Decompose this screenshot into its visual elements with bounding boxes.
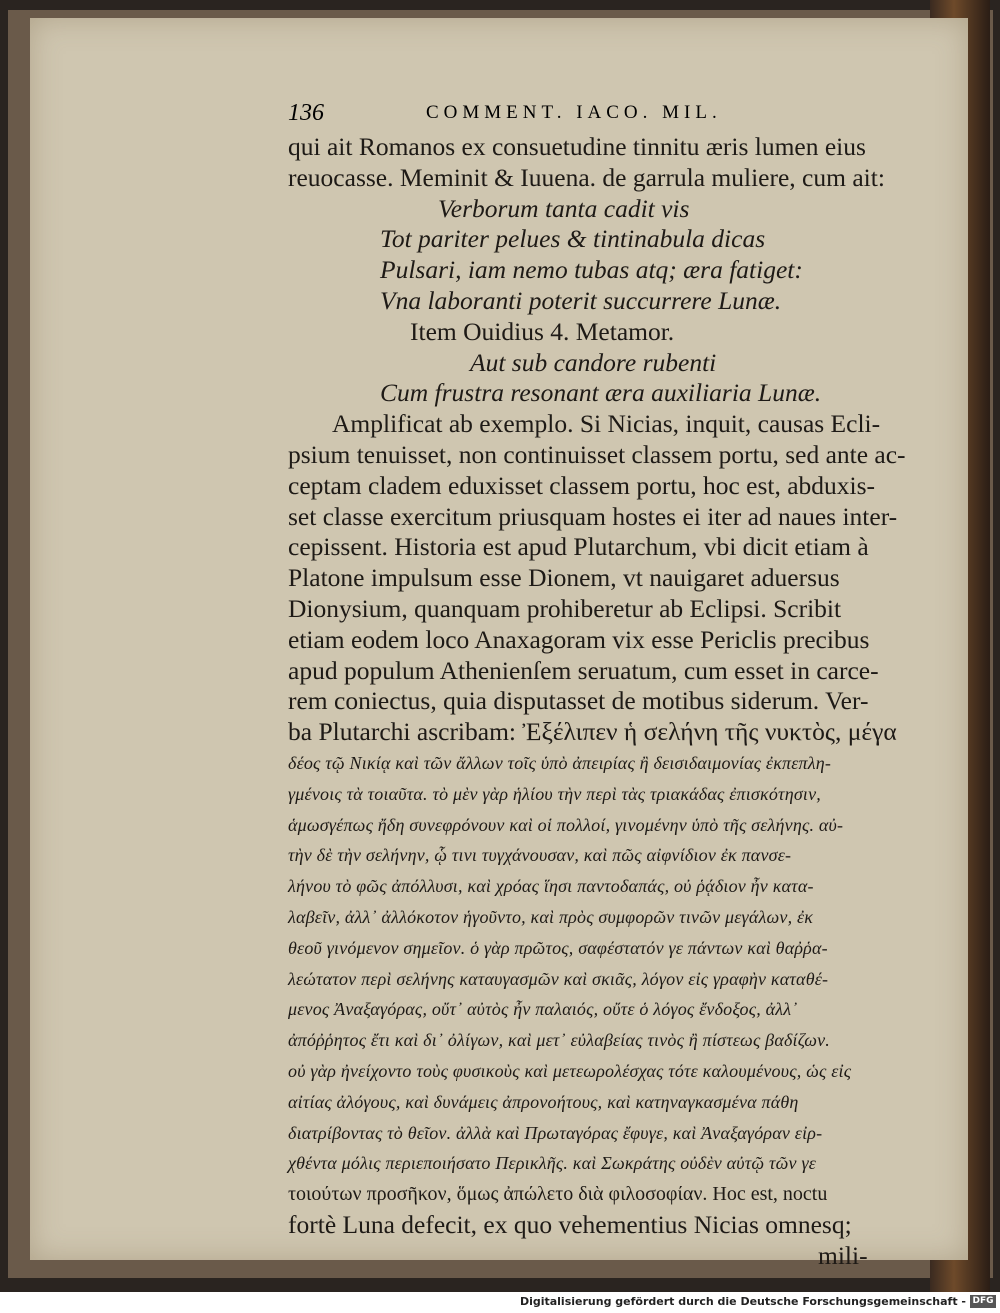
text-line: Vna laboranti poterit succurrere Lunæ. <box>380 286 782 315</box>
text-line: psium tenuisset, non continuisset classem portu, sed ante ac- <box>288 440 906 469</box>
text-line: reuocasse. Meminit & Iuuena. de garrula muliere, cum ait: <box>288 162 885 192</box>
text-line: θεοῦ γινόμενον σημεῖον. ὁ γὰρ πρῶτος, σαφέστατόν γε πάντων καὶ θαῤῥα- <box>288 937 828 958</box>
page-number: 136 <box>288 100 324 126</box>
text-line: Pulsari, iam nemo tubas atq; æra fatiget: <box>380 255 803 285</box>
text-line: Amplificat ab exemplo. Si Nicias, inquit, causas Ecli- <box>332 409 881 439</box>
dfg-logo: DFG <box>970 1295 996 1308</box>
text-line: mili- <box>818 1240 868 1270</box>
text-line: apud populum Athenienſem seruatum, cum esset in carce- <box>288 655 879 685</box>
text-line: διατρίβοντας τὸ θεῖον. ἀλλὰ καὶ Πρωταγόρας ἔφυγε, καὶ Ἀναξαγόραν εἰρ- <box>288 1122 823 1143</box>
text-line: ba Plutarchi ascribam: Ἐξέλιπεν ἡ σελήνη τῆς νυκτὸς, μέγα <box>288 717 897 747</box>
text-line: Aut sub candore rubenti <box>470 347 717 377</box>
text-line: qui ait Romanos ex consuetudine tinnitu æris lumen eius <box>288 132 866 161</box>
text-line: Tot pariter pelues & tintinabula dicas <box>380 224 766 254</box>
text-line: Platone impulsum esse Dionem, vt nauigaret aduersus <box>288 563 840 593</box>
text-line: τὴν δὲ τὴν σελήνην, ᾧ τινι τυγχάνουσαν, καὶ πῶς αἰφνίδιον ἐκ πανσε- <box>288 845 792 866</box>
text-line: οὐ γὰρ ἠνείχοντο τοὺς φυσικοὺς καὶ μετεωρολέσχας τότε καλουμένους, ὡς εἰς <box>288 1061 852 1081</box>
text-line: γμένοις τὰ τοιαῦτα. τὸ μὲν γὰρ ἡλίου τὴν περὶ τὰς τριακάδας ἐπισκότησιν, <box>288 783 821 804</box>
text-line: αἰτίας ἀλόγους, καὶ δυνάμεις ἀπρονοήτους, καὶ κατηναγκασμένα πάθη <box>288 1091 799 1112</box>
text-line: λαβεῖν, ἀλλ᾽ ἀλλόκοτον ἡγοῦντο, καὶ πρὸς συμφορῶν τινῶν μεγάλων, ἐκ <box>288 907 814 927</box>
text-line: ceptam cladem eduxisset classem portu, hoc est, abduxis- <box>288 470 876 500</box>
running-title: COMMENT. IACO. MIL. <box>426 102 722 123</box>
text-line: etiam eodem loco Anaxagoram vix esse Periclis precibus <box>288 624 870 654</box>
text-line: set classe exercitum priusquam hostes ei iter ad naues inter- <box>288 501 898 531</box>
text-line: χθέντα μόλις περιεποιήσατο Περικλῆς. καὶ Σωκράτης οὐδὲν αὐτῷ τῶν γε <box>288 1153 817 1174</box>
text-line: ἀπόῤῥητος ἔτι καὶ δι᾽ ὀλίγων, καὶ μετ᾽ εὐλαβείας τινὸς ἢ πίστεως βαδίζων. <box>288 1030 831 1051</box>
footer-bar <box>0 1292 1000 1313</box>
funding-notice: Digitalisierung gefördert durch die Deutsche Forschungsgemeinschaft - <box>519 1295 966 1308</box>
text-line: λήνου τὸ φῶς ἀπόλλυσι, καὶ χρόας ἵησι παντοδαπάς, οὐ ῥᾴδιον ἦν κατα- <box>288 876 814 897</box>
text-line: Item Ouidius 4. Metamor. <box>410 316 675 346</box>
text-line: fortè Luna defecit, ex quo vehementius Nicias omnesq; <box>288 1210 852 1239</box>
text-line: ἁμωσγέπως ἤδη συνεφρόνουν καὶ οἱ πολλοί, γινομένην ὑπὸ τῆς σελήνης. αὐ- <box>288 814 844 835</box>
text-line: rem coniectus, quia disputasset de motibus siderum. Ver- <box>288 686 869 716</box>
text-line: cepissent. Historia est apud Plutarchum, vbi dicit etiam à <box>288 532 869 562</box>
text-line: λεώτατον περὶ σελήνης καταυγασμῶν καὶ σκιᾶς, λόγον εἰς γραφὴν καταθέ- <box>288 968 829 989</box>
text-line: δέος τῷ Νικίᾳ καὶ τῶν ἄλλων τοῖς ὑπὸ ἀπειρίας ἢ δεισιδαιμονίας ἐκπεπλη- <box>288 753 832 773</box>
text-line: τοιούτων προσῆκον, ὅμως ἀπώλετο διὰ φιλοσοφίαν. Hoc est, noctu <box>288 1183 828 1206</box>
text-line: Dionysium, quanquam prohiberetur ab Eclipsi. Scribit <box>288 594 842 623</box>
text-line: μενος Ἀναξαγόρας, οὔτ᾽ αὐτὸς ἦν παλαιός, οὔτε ὁ λόγος ἔνδοξος, ἀλλ᾽ <box>288 999 798 1020</box>
text-line: Cum frustra resonant æra auxiliaria Lunæ. <box>380 378 822 408</box>
text-line: Verborum tanta cadit vis <box>438 193 690 223</box>
